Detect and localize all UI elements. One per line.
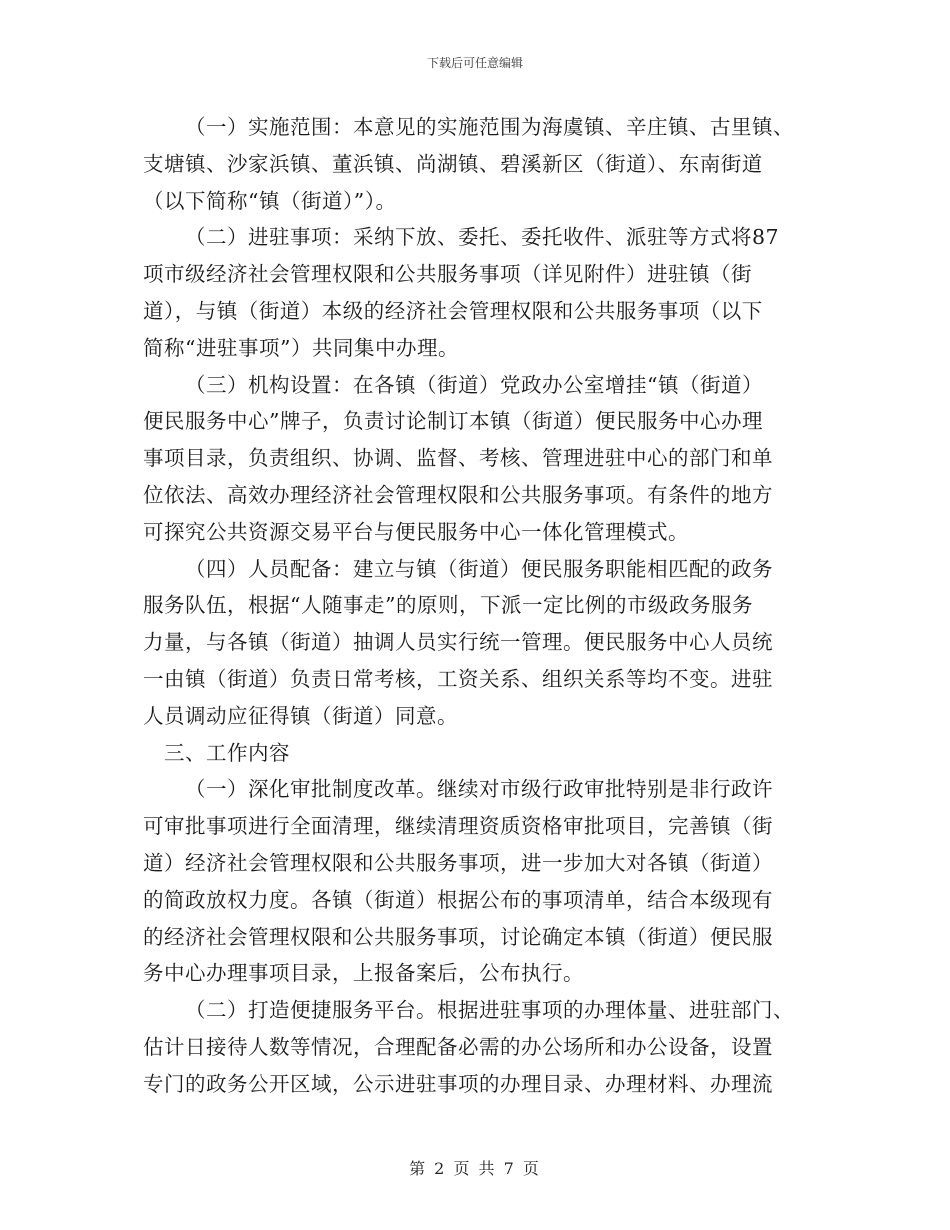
paragraph-line: 力量，与各镇（街道）抽调人员实行统一管理。便民服务中心人员统 [143, 630, 773, 655]
document-body [143, 109, 808, 1103]
paragraph-line: 务中心办理事项目录，上报备案后，公布执行。 [143, 961, 584, 986]
paragraph-line: 项市级经济社会管理权限和公共服务事项（详见附件）进驻镇（街 [143, 262, 752, 287]
paragraph-line: 服务队伍，根据“人随事走”的原则，下派一定比例的市级政务服务 [143, 593, 753, 618]
paragraph-line: 估计日接待人数等情况，合理配备必需的办公场所和办公设备，设置 [143, 1034, 773, 1059]
paragraph-line: 专门的政务公开区域，公示进驻事项的办理目录、办理材料、办理流 [143, 1071, 773, 1096]
section-heading: 三、工作内容 [164, 740, 290, 765]
paragraph-line: 的经济社会管理权限和公共服务事项，讨论确定本镇（街道）便民服 [143, 924, 773, 949]
paragraph-line: （四）人员配备：建立与镇（街道）便民服务职能相匹配的政务 [185, 556, 773, 581]
paragraph-line: 简称“进驻事项”）共同集中办理。 [143, 335, 459, 360]
paragraph-line: （二）进驻事项：采纳下放、委托、委托收件、派驻等方式将87 [185, 225, 780, 250]
paragraph-line: （三）机构设置：在各镇（街道）党政办公室增挂“镇（街道） [185, 372, 763, 397]
paragraph-line: 位依法、高效办理经济社会管理权限和公共服务事项。有条件的地方 [143, 482, 773, 507]
page-number-footer: 第 2 页 共 7 页 [409, 1159, 541, 1178]
paragraph-line: 可探究公共资源交易平台与便民服务中心一体化管理模式。 [143, 519, 689, 544]
paragraph-line: 事项目录，负责组织、协调、监督、考核、管理进驻中心的部门和单 [143, 446, 773, 471]
paragraph-line: （以下简称“镇（街道）”）。 [143, 188, 397, 213]
paragraph-line: 一由镇（街道）负责日常考核，工资关系、组织关系等均不变。进驻 [143, 666, 773, 691]
paragraph-line: 可审批事项进行全面清理，继续清理资质资格审批项目，完善镇（街 [143, 814, 773, 839]
paragraph-line: 便民服务中心”牌子，负责讨论制订本镇（街道）便民服务中心办理 [143, 409, 763, 434]
paragraph-line: 人员调动应征得镇（街道）同意。 [143, 703, 458, 728]
paragraph-line: （一）深化审批制度改革。继续对市级行政审批特别是非行政许 [185, 777, 773, 802]
paragraph-line: 的简政放权力度。各镇（街道）根据公布的事项清单，结合本级现有 [143, 887, 773, 912]
paragraph-line: 道）经济社会管理权限和公共服务事项，进一步加大对各镇（街道） [143, 850, 773, 875]
page-header: 下载后可任意编辑 [426, 56, 523, 70]
paragraph-line: （二）打造便捷服务平台。根据进驻事项的办理体量、进驻部门、 [185, 998, 794, 1023]
paragraph-line: 支塘镇、沙家浜镇、董浜镇、尚湖镇、碧溪新区（街道）、东南街道 [143, 151, 763, 176]
paragraph-line: （一）实施范围：本意见的实施范围为海虞镇、辛庄镇、古里镇、 [185, 115, 794, 139]
paragraph-line: 道），与镇（街道）本级的经济社会管理权限和公共服务事项（以下 [143, 298, 763, 323]
